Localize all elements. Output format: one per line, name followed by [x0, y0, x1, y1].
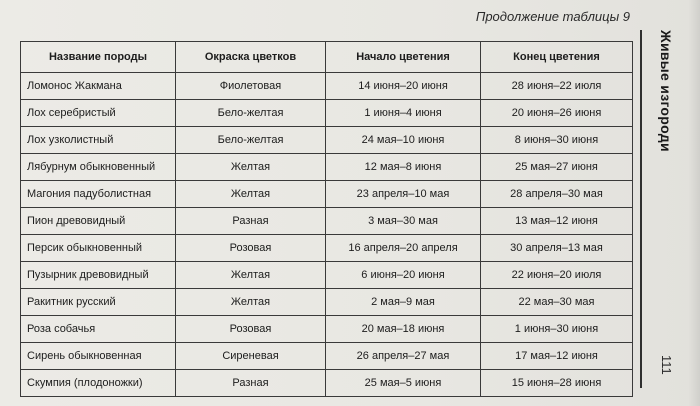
cell-bloom-start: 2 мая–9 мая: [326, 289, 481, 316]
cell-bloom-start: 24 мая–10 июня: [326, 127, 481, 154]
cell-flower-color: Желтая: [176, 289, 326, 316]
cell-flower-color: Желтая: [176, 181, 326, 208]
table-continuation-label: Продолжение таблицы 9: [475, 9, 630, 24]
cell-bloom-start: 3 мая–30 мая: [326, 208, 481, 235]
cell-flower-color: Розовая: [176, 235, 326, 262]
cell-plant-name: Пион древовидный: [21, 208, 176, 235]
cell-flower-color: Разная: [176, 370, 326, 397]
section-divider: [640, 30, 642, 388]
cell-plant-name: Пузырник древовидный: [21, 262, 176, 289]
cell-bloom-end: 22 мая–30 мая: [481, 289, 633, 316]
cell-bloom-end: 28 апреля–30 мая: [481, 181, 633, 208]
cell-bloom-end: 13 мая–12 июня: [481, 208, 633, 235]
cell-bloom-end: 1 июня–30 июня: [481, 316, 633, 343]
cell-bloom-end: 20 июня–26 июня: [481, 100, 633, 127]
cell-bloom-end: 15 июня–28 июня: [481, 370, 633, 397]
cell-plant-name: Лох узколистный: [21, 127, 176, 154]
column-header-name: Название породы: [21, 42, 176, 73]
page-edge-shadow: [688, 0, 700, 406]
cell-bloom-end: 28 июня–22 июля: [481, 73, 633, 100]
cell-bloom-end: 22 июня–20 июля: [481, 262, 633, 289]
cell-flower-color: Бело-желтая: [176, 100, 326, 127]
cell-bloom-end: 8 июня–30 июня: [481, 127, 633, 154]
cell-flower-color: Бело-желтая: [176, 127, 326, 154]
cell-bloom-end: 30 апреля–13 мая: [481, 235, 633, 262]
table-row: [21, 208, 633, 235]
cell-bloom-end: 17 мая–12 июня: [481, 343, 633, 370]
table-row: [21, 127, 633, 154]
table-row: [21, 289, 633, 316]
table-row: [21, 181, 633, 208]
cell-bloom-start: 26 апреля–27 мая: [326, 343, 481, 370]
table-row: [21, 73, 633, 100]
cell-bloom-start: 12 мая–8 июня: [326, 154, 481, 181]
table-row: [21, 262, 633, 289]
table-row: [21, 343, 633, 370]
cell-plant-name: Сирень обыкновенная: [21, 343, 176, 370]
table-row: [21, 100, 633, 127]
cell-flower-color: Сиреневая: [176, 343, 326, 370]
column-header-end: Конец цветения: [481, 42, 633, 73]
cell-plant-name: Магония падуболистная: [21, 181, 176, 208]
table-body: [21, 73, 633, 397]
cell-plant-name: Лох серебристый: [21, 100, 176, 127]
table-row: [21, 316, 633, 343]
cell-bloom-start: 25 мая–5 июня: [326, 370, 481, 397]
cell-plant-name: Ломонос Жакмана: [21, 73, 176, 100]
table-header-row: [21, 42, 633, 73]
table-row: [21, 370, 633, 397]
cell-bloom-start: 14 июня–20 июня: [326, 73, 481, 100]
cell-bloom-end: 25 мая–27 июня: [481, 154, 633, 181]
cell-flower-color: Разная: [176, 208, 326, 235]
cell-flower-color: Желтая: [176, 154, 326, 181]
cell-plant-name: Ракитник русский: [21, 289, 176, 316]
page-number: 111: [659, 355, 674, 375]
table-row: [21, 235, 633, 262]
cell-flower-color: Розовая: [176, 316, 326, 343]
cell-plant-name: Роза собачья: [21, 316, 176, 343]
cell-bloom-start: 1 июня–4 июня: [326, 100, 481, 127]
column-header-color: Окраска цветков: [176, 42, 326, 73]
cell-bloom-start: 6 июня–20 июня: [326, 262, 481, 289]
cell-plant-name: Скумпия (плодоножки): [21, 370, 176, 397]
cell-plant-name: Персик обыкновенный: [21, 235, 176, 262]
cell-bloom-start: 23 апреля–10 мая: [326, 181, 481, 208]
flowering-table: [20, 41, 633, 397]
cell-flower-color: Желтая: [176, 262, 326, 289]
table-row: [21, 154, 633, 181]
cell-plant-name: Лябурнум обыкновенный: [21, 154, 176, 181]
cell-flower-color: Фиолетовая: [176, 73, 326, 100]
cell-bloom-start: 20 мая–18 июня: [326, 316, 481, 343]
section-title: Живые изгороди: [658, 30, 674, 152]
cell-bloom-start: 16 апреля–20 апреля: [326, 235, 481, 262]
column-header-start: Начало цветения: [326, 42, 481, 73]
